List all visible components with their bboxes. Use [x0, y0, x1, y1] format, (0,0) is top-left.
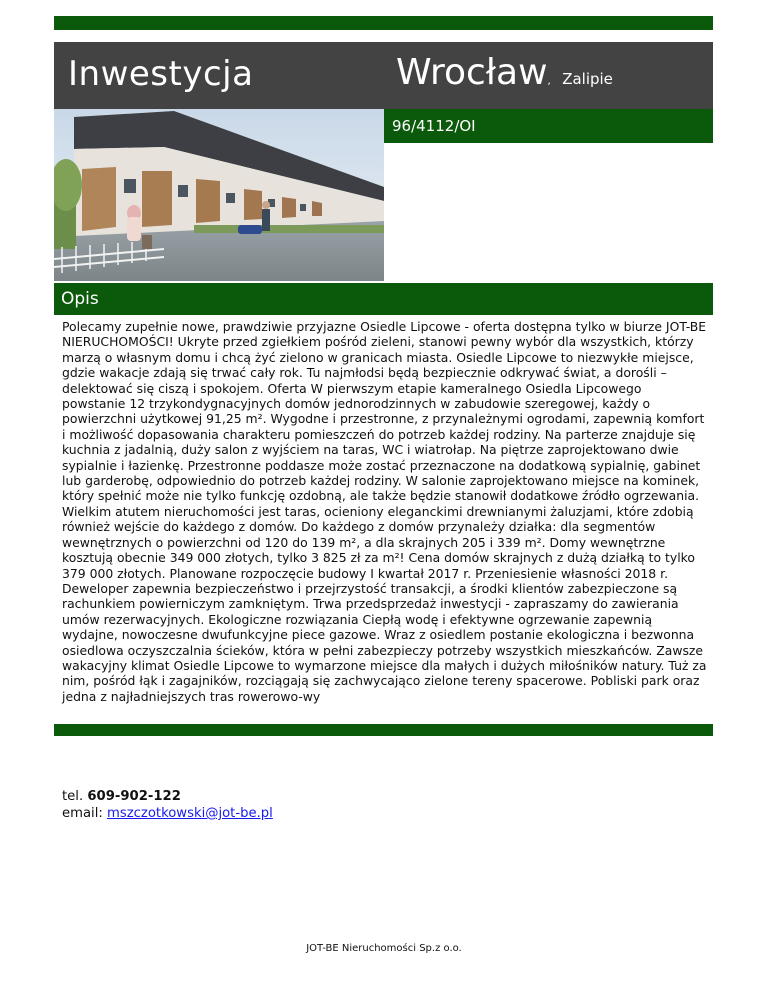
contact-block	[62, 788, 273, 822]
header-banner	[54, 42, 713, 109]
phone-label: tel.	[62, 789, 84, 804]
email-link[interactable]: mszczotkowski@jot-be.pl	[107, 806, 273, 821]
email-label: email:	[62, 806, 103, 821]
header-location	[396, 52, 613, 93]
header-city: Wrocław	[396, 52, 548, 93]
reference-number: 96/4112/OI	[392, 117, 476, 135]
footer-company: JOT-BE Nieruchomości Sp.z o.o.	[306, 943, 462, 954]
property-photo	[54, 109, 384, 281]
top-accent-bar	[54, 16, 713, 30]
header-separator: ,	[547, 76, 551, 87]
section-title: Opis	[61, 289, 99, 309]
bottom-accent-bar	[54, 724, 713, 736]
email-line	[62, 805, 273, 822]
description-text: Polecamy zupełnie nowe, prawdziwie przyjazne Osiedle Lipcowe - oferta dostępna tylko w biurze JOT-BE NIERUCHOMOŚCI! Ukryte przed zgiełkiem pośród zieleni, stanowi pewny wybór dla wszystkich, którzy marzą o własnym domu i chcą żyć zielono w granicach miasta. Osiedle Lipcowe to niezwykłe miejsce, gdzie wakacje zdają się trwać cały rok. Tu najmłodsi będą bezpiecznie odkrywać świat, a dorośli – delektować się ciszą i spokojem. Oferta W pierwszym etapie kameralnego Osiedla Lipcowego powstanie 12 trzykondygnacyjnych domów jednorodzinnych w zabudowie szeregowej, każdy o powierzchni użytkowej 91,25 m². Wygodne i przestronne, z przynależnymi ogrodami, zapewnią komfort i możliwość dopasowania charakteru pomieszczeń do potrzeb każdej rodziny. Na parterze znajduje się kuchnia z jadalnią, duży salon z wyjściem na taras, WC i wiatrołap. Na piętrze zaprojektowano dwie sypialnie i łazienkę. Przestronne poddasze może zostać przeznaczone na dodatkową sypialnię, gabinet lub garderobę, odpowiednio do potrzeb każdej rodziny. W salonie zaprojektowano miejsce na kominek, który spełnić może nie tylko funkcję ozdobną, ale także będzie stanowił dodatkowe źródło ogrzewania. Wielkim atutem nieruchomości jest taras, ocieniony eleganckimi drewnianymi żaluzjami, które zdobią również wejście do każdego z domów. Do każdego z domów przynależy działka: dla segmentów wewnętrznych o powierzchni od 120 do 139 m², a dla skrajnych 205 i 339 m². Domy wewnętrzne kosztują obecnie 349 000 złotych, tylko 3 825 zł za m²! Cena domów skrajnych z dużą działką to tylko 379 000 złotych. Planowane rozpoczęcie budowy I kwartał 2017 r. Przeniesienie własności 2018 r. Deweloper zapewnia bezpieczeństwo i przejrzystość transakcji, a środki klientów zabezpieczone są rachunkiem powierniczym zamkniętym. Trwa przedsprzedaż inwestycji - zapraszamy do zawierania umów rezerwacyjnych. Ekologiczne rozwiązania Ciepłą wodę i efektywne ogrzewanie zapewnią wydajne, nowoczesne dwufunkcyjne piece gazowe. Wraz z osiedlem postanie ekologiczna i bezwonna osiedlowa oczyszczalnia ścieków, która w pełni zabezpieczy potrzeby wszystkich mieszkańców. Zawsze wakacyjny klimat Osiedle Lipcowe to wymarzone miejsce dla małych i dużych miłośników natury. Tuż za nim, pośród łąk i zagajników, rozciągają się zachwycająco zielone tereny spacerowe. Pobliski park oraz jedna z najładniejszych tras rowerowo-wy	[62, 319, 707, 704]
description-section-header	[54, 283, 713, 315]
reference-bar	[384, 109, 713, 143]
header-title: Inwestycja	[68, 54, 254, 94]
header-district: Zalipie	[562, 70, 613, 88]
phone-line	[62, 788, 273, 805]
phone-number: 609-902-122	[87, 789, 181, 804]
